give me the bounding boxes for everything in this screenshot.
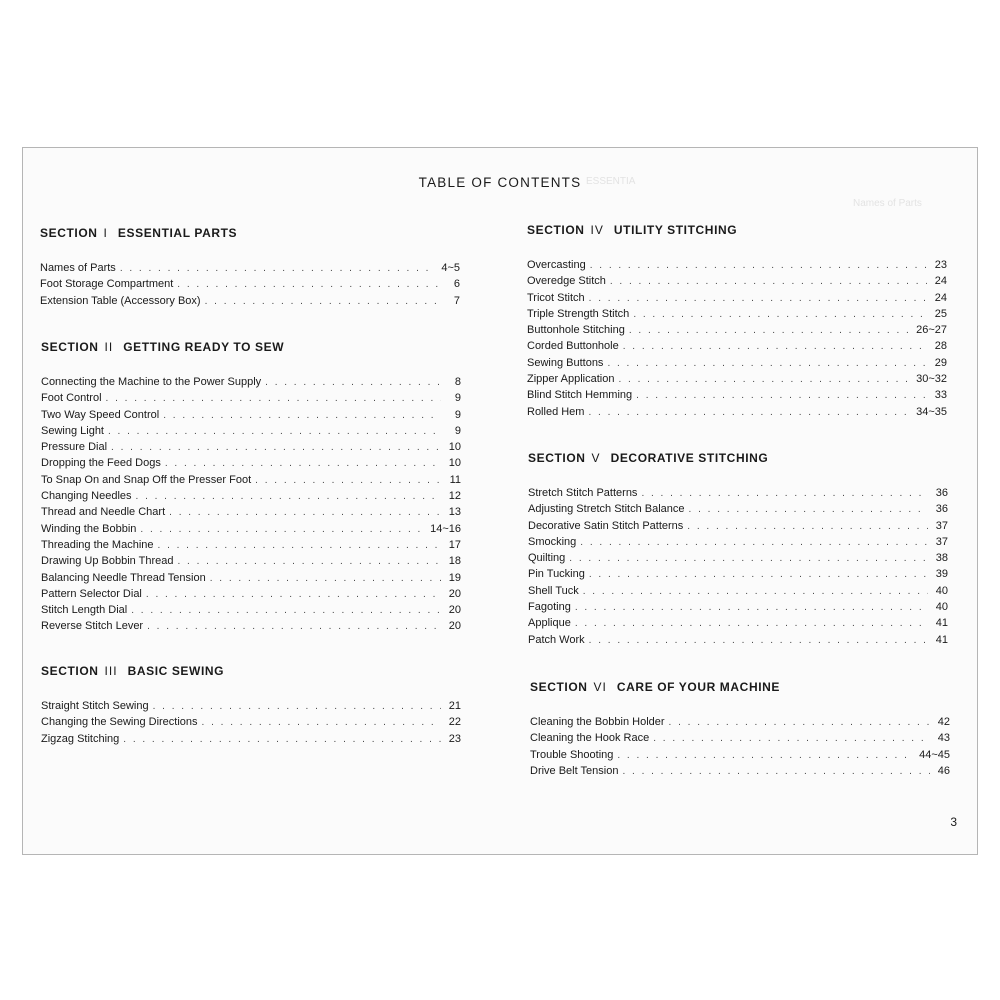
section-4 xyxy=(527,223,947,420)
leader-dots xyxy=(588,405,910,421)
section-label: SECTION xyxy=(41,664,99,678)
section-number: II xyxy=(104,340,114,354)
entry-title: Rolled Hem xyxy=(527,405,585,418)
leader-dots xyxy=(165,456,441,472)
entry-title: Triple Strength Stitch xyxy=(527,307,630,320)
entry-page: 28 xyxy=(934,340,947,353)
entry-page: 20 xyxy=(448,587,461,600)
entry-page: 34~35 xyxy=(916,405,947,418)
entry-page: 37 xyxy=(935,519,948,532)
toc-entry[interactable] xyxy=(527,338,947,354)
entry-page: 25 xyxy=(934,307,947,320)
leader-dots xyxy=(610,274,927,290)
leader-dots xyxy=(669,715,930,731)
leader-dots xyxy=(202,715,441,731)
section-title: UTILITY STITCHING xyxy=(613,223,738,237)
section-label: SECTION xyxy=(40,226,98,240)
leader-dots xyxy=(158,538,441,554)
leader-dots xyxy=(636,388,927,404)
leader-dots xyxy=(111,440,441,456)
toc-entry[interactable] xyxy=(40,293,460,309)
entry-page: 10 xyxy=(448,441,461,454)
section-number: IV xyxy=(590,223,604,237)
section-heading xyxy=(41,340,461,358)
section-title: CARE OF YOUR MACHINE xyxy=(616,680,781,694)
entry-list xyxy=(530,714,950,779)
entry-title: Changing the Sewing Directions xyxy=(41,716,198,729)
leader-dots xyxy=(146,587,441,603)
entry-page: 23 xyxy=(934,259,947,271)
leader-dots xyxy=(569,551,928,567)
leader-dots xyxy=(641,486,928,502)
toc-entry[interactable] xyxy=(527,306,947,322)
section-label: SECTION xyxy=(528,451,586,465)
entry-list xyxy=(528,485,948,648)
leader-dots xyxy=(169,505,441,521)
section-label: SECTION xyxy=(530,680,588,694)
entry-page: 26~27 xyxy=(916,324,947,337)
leader-dots xyxy=(629,323,910,339)
leader-dots xyxy=(177,277,440,293)
section-number: III xyxy=(104,664,118,678)
leader-dots xyxy=(123,732,441,748)
section-label: SECTION xyxy=(41,340,99,354)
leader-dots xyxy=(590,258,927,274)
toc-entry[interactable] xyxy=(41,553,461,569)
entry-title: Tricot Stitch xyxy=(527,291,585,304)
toc-entry[interactable] xyxy=(528,485,948,501)
toc-entry[interactable] xyxy=(527,371,947,387)
entry-title: Extension Table (Accessory Box) xyxy=(40,294,201,307)
entry-page: 19 xyxy=(448,571,461,584)
leader-dots xyxy=(131,603,441,619)
entry-list xyxy=(527,257,947,420)
entry-page: 8 xyxy=(454,376,461,388)
leader-dots xyxy=(617,748,913,764)
leader-dots xyxy=(140,522,424,538)
leader-dots xyxy=(622,764,930,780)
entry-title: Thread and Needle Chart xyxy=(41,506,166,519)
section-title: GETTING READY TO SEW xyxy=(123,340,285,354)
entry-title: Reverse Stitch Lever xyxy=(41,620,144,633)
toc-entry[interactable] xyxy=(528,550,948,566)
section-title: ESSENTIAL PARTS xyxy=(117,226,238,240)
section-1 xyxy=(40,226,460,309)
entry-title: Dropping the Feed Dogs xyxy=(41,457,161,470)
toc-entry[interactable] xyxy=(41,455,461,471)
entry-title: Balancing Needle Thread Tension xyxy=(41,571,206,584)
toc-entry[interactable] xyxy=(41,407,461,423)
section-heading xyxy=(41,664,461,682)
section-number: I xyxy=(103,226,108,240)
entry-page: 18 xyxy=(448,555,461,568)
toc-entry[interactable] xyxy=(530,714,950,730)
toc-entry[interactable] xyxy=(41,521,461,537)
toc-entry[interactable] xyxy=(41,602,461,618)
entry-page: 10 xyxy=(448,457,461,470)
section-title: BASIC SEWING xyxy=(127,664,225,678)
leader-dots xyxy=(589,291,927,307)
entry-title: Drawing Up Bobbin Thread xyxy=(41,555,174,568)
entry-page: 24 xyxy=(934,275,947,288)
leader-dots xyxy=(618,372,910,388)
leader-dots xyxy=(147,619,441,635)
entry-page: 14~16 xyxy=(430,522,461,535)
page-number: 3 xyxy=(950,815,957,829)
entry-page: 24 xyxy=(934,291,947,304)
entry-title: Stitch Length Dial xyxy=(41,604,128,617)
toc-entry[interactable] xyxy=(530,747,950,763)
leader-dots xyxy=(153,699,441,715)
toc-entry[interactable] xyxy=(527,322,947,338)
section-5 xyxy=(528,451,948,648)
entry-title: Stretch Stitch Patterns xyxy=(528,487,638,499)
entry-page: 23 xyxy=(448,732,461,745)
leader-dots xyxy=(136,489,441,505)
entry-page: 6 xyxy=(453,278,460,291)
entry-page: 40 xyxy=(935,601,948,614)
section-3 xyxy=(41,664,461,747)
entry-title: Foot Control xyxy=(41,392,102,405)
entry-title: Patch Work xyxy=(528,633,585,646)
entry-page: 22 xyxy=(448,716,461,729)
entry-page: 46 xyxy=(937,764,950,777)
leader-dots xyxy=(210,571,441,587)
entry-title: Shell Tuck xyxy=(528,584,579,597)
entry-title: Corded Buttonhole xyxy=(527,340,619,353)
entry-title: Changing Needles xyxy=(41,490,132,503)
section-6 xyxy=(530,680,950,779)
toc-entry[interactable] xyxy=(41,488,461,504)
leader-dots xyxy=(589,567,928,583)
entry-list xyxy=(41,698,461,747)
section-heading xyxy=(530,680,950,698)
toc-entry[interactable] xyxy=(41,504,461,520)
toc-entry[interactable] xyxy=(41,439,461,455)
entry-list xyxy=(40,260,460,309)
leader-dots xyxy=(106,391,441,407)
entry-page: 17 xyxy=(448,538,461,551)
leader-dots xyxy=(255,473,441,489)
toc-entry[interactable] xyxy=(528,501,948,517)
entry-title: Names of Parts xyxy=(40,262,116,274)
entry-page: 33 xyxy=(934,389,947,402)
entry-page: 21 xyxy=(448,700,461,712)
leader-dots xyxy=(205,294,440,310)
entry-page: 36 xyxy=(935,487,948,499)
entry-title: Applique xyxy=(528,617,571,630)
section-label: SECTION xyxy=(527,223,585,237)
leader-dots xyxy=(653,731,930,747)
entry-page: 9 xyxy=(454,408,461,421)
leader-dots xyxy=(589,633,928,649)
entry-title: Blind Stitch Hemming xyxy=(527,389,633,402)
entry-title: To Snap On and Snap Off the Presser Foot xyxy=(41,473,252,486)
toc-entry[interactable] xyxy=(41,698,461,714)
toc-entry[interactable] xyxy=(41,537,461,553)
entry-page: 39 xyxy=(935,568,948,581)
entry-title: Quilting xyxy=(528,552,566,565)
entry-page: 4~5 xyxy=(441,262,460,274)
entry-title: Cleaning the Bobbin Holder xyxy=(530,716,665,728)
entry-title: Pattern Selector Dial xyxy=(41,587,142,600)
toc-entry[interactable] xyxy=(528,615,948,631)
toc-entry[interactable] xyxy=(528,599,948,615)
toc-entry[interactable] xyxy=(41,472,461,488)
entry-page: 20 xyxy=(448,620,461,633)
entry-page: 41 xyxy=(935,633,948,646)
toc-entry[interactable] xyxy=(528,566,948,582)
entry-title: Sewing Buttons xyxy=(527,356,604,369)
leader-dots xyxy=(575,600,928,616)
entry-page: 43 xyxy=(937,732,950,745)
section-title: DECORATIVE STITCHING xyxy=(610,451,769,465)
entry-title: Sewing Light xyxy=(41,424,104,437)
entry-page: 12 xyxy=(448,490,461,503)
entry-page: 42 xyxy=(937,716,950,728)
entry-title: Winding the Bobbin xyxy=(41,522,137,535)
toc-entry[interactable] xyxy=(528,518,948,534)
toc-entry[interactable] xyxy=(41,618,461,634)
toc-entry[interactable] xyxy=(41,714,461,730)
leader-dots xyxy=(575,616,928,632)
toc-entry[interactable] xyxy=(530,730,950,746)
entry-title: Overedge Stitch xyxy=(527,275,606,288)
toc-entry[interactable] xyxy=(527,290,947,306)
entry-title: Cleaning the Hook Race xyxy=(530,732,650,745)
toc-entry[interactable] xyxy=(527,355,947,371)
toc-entry[interactable] xyxy=(527,404,947,420)
entry-title: Zigzag Stitching xyxy=(41,732,120,745)
bleed-through-text: ESSENTIA xyxy=(586,176,636,187)
entry-list xyxy=(41,374,461,635)
section-heading xyxy=(527,223,947,241)
toc-entry[interactable] xyxy=(527,387,947,403)
entry-page: 40 xyxy=(935,584,948,597)
toc-entry[interactable] xyxy=(527,257,947,273)
toc-entry[interactable] xyxy=(527,273,947,289)
leader-dots xyxy=(607,356,927,372)
entry-page: 11 xyxy=(449,473,461,486)
entry-page: 30~32 xyxy=(916,373,947,386)
leader-dots xyxy=(163,408,441,424)
toc-entry[interactable] xyxy=(40,276,460,292)
entry-title: Overcasting xyxy=(527,259,586,271)
leader-dots xyxy=(177,554,441,570)
entry-title: Smocking xyxy=(528,535,577,548)
toc-entry[interactable] xyxy=(530,763,950,779)
toc-entry[interactable] xyxy=(528,632,948,648)
page-title: TABLE OF CONTENTS xyxy=(418,175,582,190)
toc-entry[interactable] xyxy=(528,534,948,550)
section-heading xyxy=(528,451,948,469)
leader-dots xyxy=(623,339,927,355)
entry-page: 9 xyxy=(454,424,461,437)
entry-title: Threading the Machine xyxy=(41,538,154,551)
entry-title: Pressure Dial xyxy=(41,441,108,454)
leader-dots xyxy=(120,261,436,277)
toc-entry[interactable] xyxy=(41,374,461,390)
entry-page: 7 xyxy=(453,294,460,307)
entry-page: 41 xyxy=(935,617,948,630)
entry-title: Drive Belt Tension xyxy=(530,764,619,777)
manual-page xyxy=(22,147,978,855)
toc-entry[interactable] xyxy=(41,731,461,747)
toc-entry[interactable] xyxy=(41,586,461,602)
entry-title: Two Way Speed Control xyxy=(41,408,160,421)
section-2 xyxy=(41,340,461,635)
leader-dots xyxy=(687,519,928,535)
entry-title: Pin Tucking xyxy=(528,568,585,581)
entry-page: 20 xyxy=(448,604,461,617)
entry-title: Adjusting Stretch Stitch Balance xyxy=(528,503,685,516)
entry-page: 9 xyxy=(454,392,461,405)
entry-title: Trouble Shooting xyxy=(530,748,614,761)
entry-title: Fagoting xyxy=(528,601,571,614)
section-number: V xyxy=(591,451,601,465)
leader-dots xyxy=(580,535,928,551)
entry-title: Foot Storage Compartment xyxy=(40,278,174,291)
leader-dots xyxy=(108,424,441,440)
section-number: VI xyxy=(593,680,607,694)
entry-page: 36 xyxy=(935,503,948,516)
toc-entry[interactable] xyxy=(41,390,461,406)
entry-title: Connecting the Machine to the Power Supply xyxy=(41,376,262,388)
toc-entry[interactable] xyxy=(41,423,461,439)
toc-entry[interactable] xyxy=(40,260,460,276)
leader-dots xyxy=(583,584,928,600)
toc-entry[interactable] xyxy=(528,583,948,599)
bleed-through-text: Names of Parts xyxy=(853,198,922,209)
entry-page: 13 xyxy=(448,506,461,519)
entry-title: Straight Stitch Sewing xyxy=(41,700,149,712)
leader-dots xyxy=(265,375,441,391)
entry-page: 44~45 xyxy=(919,748,950,761)
entry-title: Decorative Satin Stitch Patterns xyxy=(528,519,684,532)
entry-title: Zipper Application xyxy=(527,373,615,386)
section-heading xyxy=(40,226,460,244)
entry-page: 29 xyxy=(934,356,947,369)
leader-dots xyxy=(689,502,928,518)
entry-page: 37 xyxy=(935,535,948,548)
toc-entry[interactable] xyxy=(41,570,461,586)
leader-dots xyxy=(633,307,927,323)
entry-page: 38 xyxy=(935,552,948,565)
entry-title: Buttonhole Stitching xyxy=(527,324,625,337)
